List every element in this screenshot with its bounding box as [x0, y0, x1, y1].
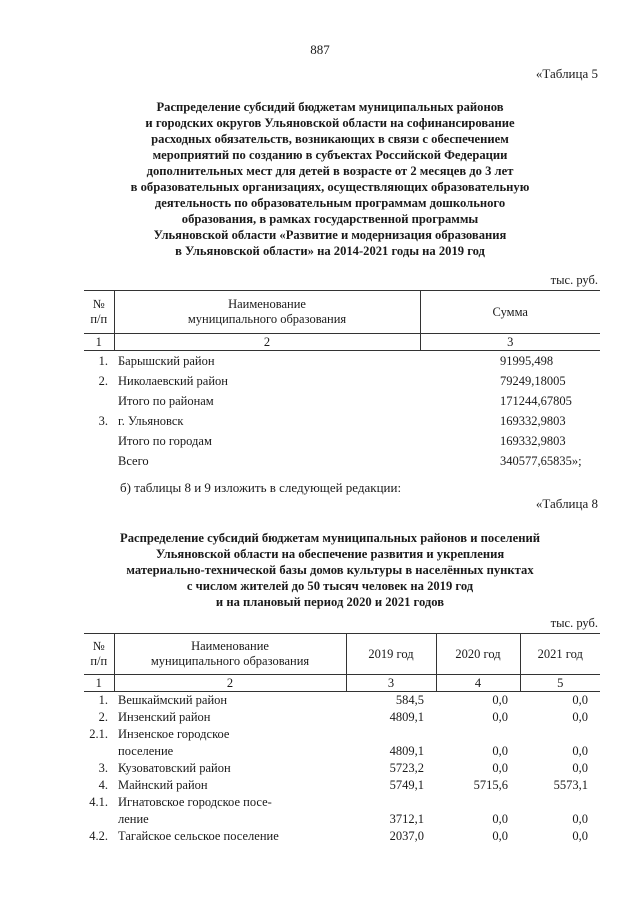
row-name: Тагайское сельское поселение [118, 829, 279, 843]
row-name: Вешкаймский район [118, 693, 228, 707]
header-number [84, 634, 114, 675]
row-value-2021: 5573,1 [553, 778, 588, 792]
table-row-subtotal [84, 431, 600, 451]
table8-column-numbers [84, 675, 600, 692]
row-name [114, 794, 346, 828]
row-name: Всего [118, 453, 149, 468]
table8-reference: «Таблица 8 [535, 496, 598, 511]
table5-title-line: и городских округов Ульяновской области на софинансирование [145, 116, 515, 130]
header-name-line2: муниципального образования [187, 312, 347, 326]
header-number-line1: № [92, 639, 105, 653]
column-number: 3 [346, 675, 436, 692]
table-row [84, 709, 600, 726]
table-row-subtotal [84, 391, 600, 411]
row-sum: 340577,65835»; [500, 453, 582, 468]
table-row [84, 411, 600, 431]
row-name: Майнский район [118, 778, 208, 792]
column-number: 1 [84, 334, 114, 351]
row-value-2021: 0,0 [572, 812, 588, 826]
row-value-2019: 4809,1 [389, 710, 424, 724]
row-name-line2: ление [118, 812, 149, 826]
row-name: Кузоватовский район [118, 761, 231, 775]
table8-title-line: с числом жителей до 50 тысяч человек на 2019 год [186, 579, 474, 593]
table-row [84, 777, 600, 794]
header-number [84, 291, 114, 334]
row-value-2020: 0,0 [492, 693, 508, 707]
row-number: 3. [98, 761, 108, 775]
row-name-line2: поселение [118, 744, 174, 758]
table8-title-line: Ульяновской области на обеспечение развития и укрепления [155, 547, 505, 561]
amendment-paragraph: б) таблицы 8 и 9 изложить в следующей редакции: [120, 480, 402, 495]
row-name: Николаевский район [118, 373, 228, 388]
table5-title-line: деятельность по образовательным программам дошкольного [154, 196, 506, 210]
row-number [84, 391, 114, 411]
table8-title-line: и на плановый период 2020 и 2021 годов [215, 595, 445, 609]
row-name: Инзенский район [118, 710, 211, 724]
row-value-2020: 5715,6 [473, 778, 508, 792]
row-value-2019: 3712,1 [389, 812, 424, 826]
header-number-line2: п/п [90, 654, 108, 668]
table5-unit: тыс. руб. [550, 273, 598, 287]
header-name-line2: муниципального образования [150, 654, 310, 668]
row-sum: 171244,67805 [500, 393, 572, 408]
row-number: 3. [98, 413, 108, 428]
row-value-2021: 0,0 [572, 744, 588, 758]
header-2021: 2021 год [520, 634, 600, 675]
table-row-total [84, 451, 600, 471]
table8-title-line: Распределение субсидий бюджетам муниципальных районов и поселений [120, 531, 540, 545]
header-number-line1: № [92, 297, 105, 311]
row-sum: 91995,498 [500, 353, 554, 368]
row-sum: 79249,18005 [500, 373, 566, 388]
row-name: Итого по районам [118, 393, 214, 408]
row-number: 4.1. [89, 795, 108, 809]
column-number: 3 [420, 334, 600, 351]
row-value-2019: 5749,1 [389, 778, 424, 792]
row-number: 2. [98, 710, 108, 724]
row-number: 2.1. [89, 727, 108, 741]
table5-title-line: дополнительных мест для детей в возрасте от 2 месяцев до 3 лет [146, 164, 514, 178]
row-name: Итого по городам [118, 433, 212, 448]
row-number: 1. [98, 693, 108, 707]
row-value-2020: 0,0 [492, 829, 508, 843]
table-row [84, 726, 600, 760]
table5-title [60, 99, 600, 259]
row-value-2019: 4809,1 [389, 744, 424, 758]
table5-title-line: Распределение субсидий бюджетам муниципальных районов [156, 100, 504, 114]
table5-title-line: образования, в рамках государственной программы [181, 212, 479, 226]
row-number: 1. [98, 353, 108, 368]
column-number: 4 [436, 675, 520, 692]
header-2020: 2020 год [436, 634, 520, 675]
table-row [84, 371, 600, 391]
table5-title-line: в Ульяновской области» на 2014-2021 годы на 2019 год [175, 244, 485, 258]
header-2019: 2019 год [346, 634, 436, 675]
header-name [114, 291, 420, 334]
column-number: 5 [520, 675, 600, 692]
row-sum: 169332,9803 [500, 433, 566, 448]
page-number: 887 [310, 42, 330, 57]
header-name-line1: Наименование [191, 639, 269, 653]
table5 [84, 290, 600, 471]
table-row [84, 760, 600, 777]
header-sum: Сумма [420, 291, 600, 334]
row-name-line1: Игнатовское городское посе- [118, 795, 272, 809]
row-value-2021: 0,0 [572, 710, 588, 724]
row-value-2019: 584,5 [395, 693, 424, 707]
row-number: 2. [98, 373, 108, 388]
row-number: 4.2. [89, 829, 108, 843]
table5-title-line: расходных обязательств, возникающих в связи с обеспечением [151, 132, 509, 146]
row-number [84, 431, 114, 451]
table8-title [40, 530, 620, 610]
column-number: 2 [114, 675, 346, 692]
row-name-line1: Инзенское городское [118, 727, 230, 741]
table-row [84, 794, 600, 828]
table5-column-numbers [84, 334, 600, 351]
table-row [84, 828, 600, 845]
header-name [114, 634, 346, 675]
row-value-2021: 0,0 [572, 761, 588, 775]
column-number: 1 [84, 675, 114, 692]
row-sum: 169332,9803 [500, 413, 566, 428]
row-name: г. Ульяновск [118, 413, 184, 428]
row-value-2020: 0,0 [492, 761, 508, 775]
table8-unit: тыс. руб. [550, 616, 598, 630]
table5-header-row [84, 291, 600, 334]
table5-title-line: Ульяновской области «Развитие и модернизация образования [153, 228, 507, 242]
row-value-2019: 5723,2 [389, 761, 424, 775]
row-value-2020: 0,0 [492, 744, 508, 758]
row-value-2020: 0,0 [492, 812, 508, 826]
row-number [84, 451, 114, 471]
table8-header-row [84, 634, 600, 675]
table5-reference: «Таблица 5 [535, 66, 598, 81]
table5-title-line: в образовательных организациях, осуществляющих образовательную [130, 180, 530, 194]
column-number: 2 [114, 334, 420, 351]
table8 [84, 633, 600, 845]
row-value-2020: 0,0 [492, 710, 508, 724]
table5-title-line: мероприятий по созданию в субъектах Российской Федерации [152, 148, 508, 162]
header-name-line1: Наименование [228, 297, 306, 311]
row-name [114, 726, 346, 760]
row-name: Барышский район [118, 353, 215, 368]
table8-title-line: материально-технической базы домов культуры в населённых пунктах [126, 563, 534, 577]
header-number-line2: п/п [90, 312, 108, 326]
table-row [84, 692, 600, 710]
table-row [84, 351, 600, 372]
row-value-2019: 2037,0 [389, 829, 424, 843]
row-value-2021: 0,0 [572, 693, 588, 707]
row-number: 4. [98, 778, 108, 792]
row-value-2021: 0,0 [572, 829, 588, 843]
